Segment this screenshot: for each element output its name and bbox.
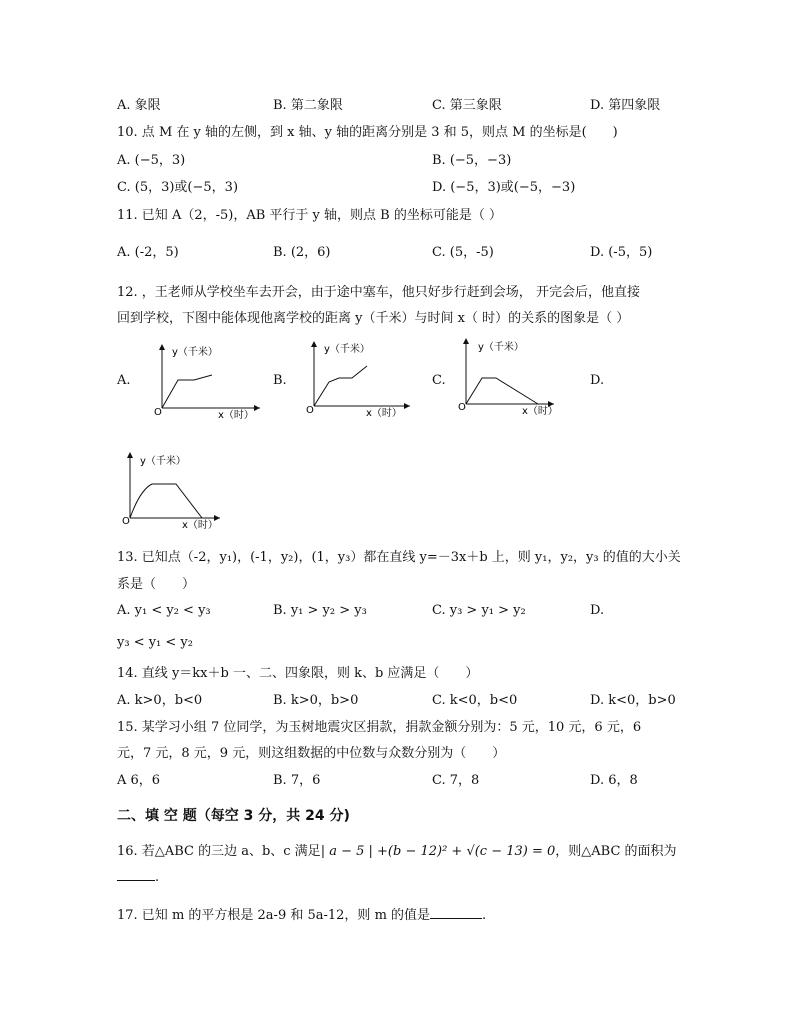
q12-graph-b — [302, 336, 417, 420]
q15-option-a: A 6，6 — [117, 773, 161, 788]
graph-a-x-label: x（时） — [218, 410, 254, 420]
q15-stem-line2: 元，7 元，8 元，9 元，则这组数据的中位数与众数分别为（ ） — [117, 746, 506, 761]
graph-d-origin: O — [122, 516, 130, 527]
q10-stem: 10. 点 M 在 y 轴的左侧，到 x 轴、y 轴的距离分别是 3 和 5，则点 M 的坐标是( ) — [117, 125, 618, 140]
q11-option-a: A. (-2，5) — [117, 245, 179, 260]
graph-b-y-label: y（千米） — [324, 344, 370, 355]
graph-a-origin: O — [154, 407, 162, 418]
q9-option-d: D. 第四象限 — [590, 98, 661, 113]
q17-answer-blank[interactable] — [430, 906, 482, 919]
graph-c-y-label: y（千米） — [478, 342, 524, 353]
q12-graph-c — [458, 334, 558, 418]
q16-end: . — [155, 870, 160, 885]
q15-stem-line1: 15. 某学习小组 7 位同学，为玉树地震灾区捐款，捐款金额分别为：5 元，10 元，6 元，6 — [117, 720, 642, 735]
q14-option-b: B. k>0，b>0 — [273, 693, 359, 708]
q12-label-c: C. — [432, 373, 446, 388]
graph-c-x-label: x（时） — [522, 406, 558, 417]
q9-option-c: C. 第三象限 — [432, 98, 502, 113]
q12-label-a: A. — [117, 373, 131, 388]
q14-option-d: D. k<0，b>0 — [590, 693, 676, 708]
graph-c-origin: O — [458, 402, 466, 413]
q15-option-d: D. 6，8 — [590, 773, 638, 788]
q16-stem — [117, 840, 677, 859]
q11-option-b: B. (2，6) — [273, 245, 331, 260]
q17-stem: 17. 已知 m 的平方根是 2a-9 和 5a-12，则 m 的值是 — [117, 908, 431, 923]
graph-b-x-label: x（时） — [366, 408, 402, 419]
graph-b-origin: O — [306, 405, 314, 416]
q13-option-d: D. — [590, 603, 605, 618]
q13-stem-line2: 系是（ ） — [117, 577, 196, 592]
q13-option-a: A. y₁ < y₂ < y₃ — [117, 603, 211, 618]
q15-option-b: B. 7，6 — [273, 773, 321, 788]
q16-answer-line — [117, 868, 159, 885]
q11-option-c: C. (5，-5) — [432, 245, 494, 260]
q12-stem-line1: 12. ，王老师从学校坐车去开会，由于途中塞车，他只好步行赶到会场， 开完会后，他直接 — [117, 285, 640, 300]
graph-d-y-label: y（千米） — [140, 456, 186, 467]
q11-option-d: D. (-5，5) — [590, 245, 653, 260]
q9-option-a: A. 象限 — [117, 98, 161, 113]
q13-option-b: B. y₁ > y₂ > y₃ — [273, 603, 367, 618]
q16-answer-blank[interactable] — [117, 868, 155, 881]
q14-option-a: A. k>0，b<0 — [117, 693, 203, 708]
q9-option-b: B. 第二象限 — [273, 98, 343, 113]
q12-graph-d — [118, 448, 224, 532]
q13-option-c: C. y₃ > y₁ > y₂ — [432, 603, 526, 618]
q10-option-d: D. (−5，3)或(−5，−3) — [432, 180, 576, 195]
q15-option-c: C. 7，8 — [432, 773, 480, 788]
graph-d-x-label: x（时） — [182, 520, 218, 531]
q12-label-b: B. — [273, 373, 287, 388]
q10-option-a: A. (−5，3) — [117, 153, 186, 168]
q10-option-b: B. (−5，−3) — [432, 153, 512, 168]
q12-label-d: D. — [590, 373, 605, 388]
q16-stem-suffix: ，则△ABC 的面积为 — [555, 844, 677, 859]
q12-graph-a — [150, 340, 265, 420]
graph-a-y-label: y（千米） — [172, 347, 218, 358]
q10-option-c: C. (5，3)或(−5，3) — [117, 180, 239, 195]
q16-formula: | a − 5 | +(b − 12)² + √(c − 13) = 0 — [320, 844, 556, 859]
q17-end: . — [482, 908, 487, 923]
q13-option-d-content: y₃ < y₁ < y₂ — [117, 635, 193, 650]
q11-stem: 11. 已知 A（2，-5)，AB 平行于 y 轴，则点 B 的坐标可能是（ ） — [117, 208, 502, 223]
q12-stem-line2: 回到学校，下图中能体现他离学校的距离 y（千米）与时间 x（ 时）的关系的图象是（ ） — [117, 311, 630, 326]
q13-stem-line1: 13. 已知点（-2，y₁)，(-1，y₂)，(1，y₃）都在直线 y=－3x＋b 上，则 y₁，y₂，y₃ 的值的大小关 — [117, 550, 681, 565]
q17-stem-line — [117, 904, 486, 923]
q16-stem-prefix: 16. 若△ABC 的三边 a、b、c 满足 — [117, 844, 321, 859]
q14-option-c: C. k<0，b<0 — [432, 693, 518, 708]
section-fill-in-title: 二、填 空 题（每空 3 分，共 24 分) — [117, 808, 350, 824]
q14-stem: 14. 直线 y＝kx＋b 一、二、四象限，则 k、b 应满足（ ） — [117, 666, 479, 681]
